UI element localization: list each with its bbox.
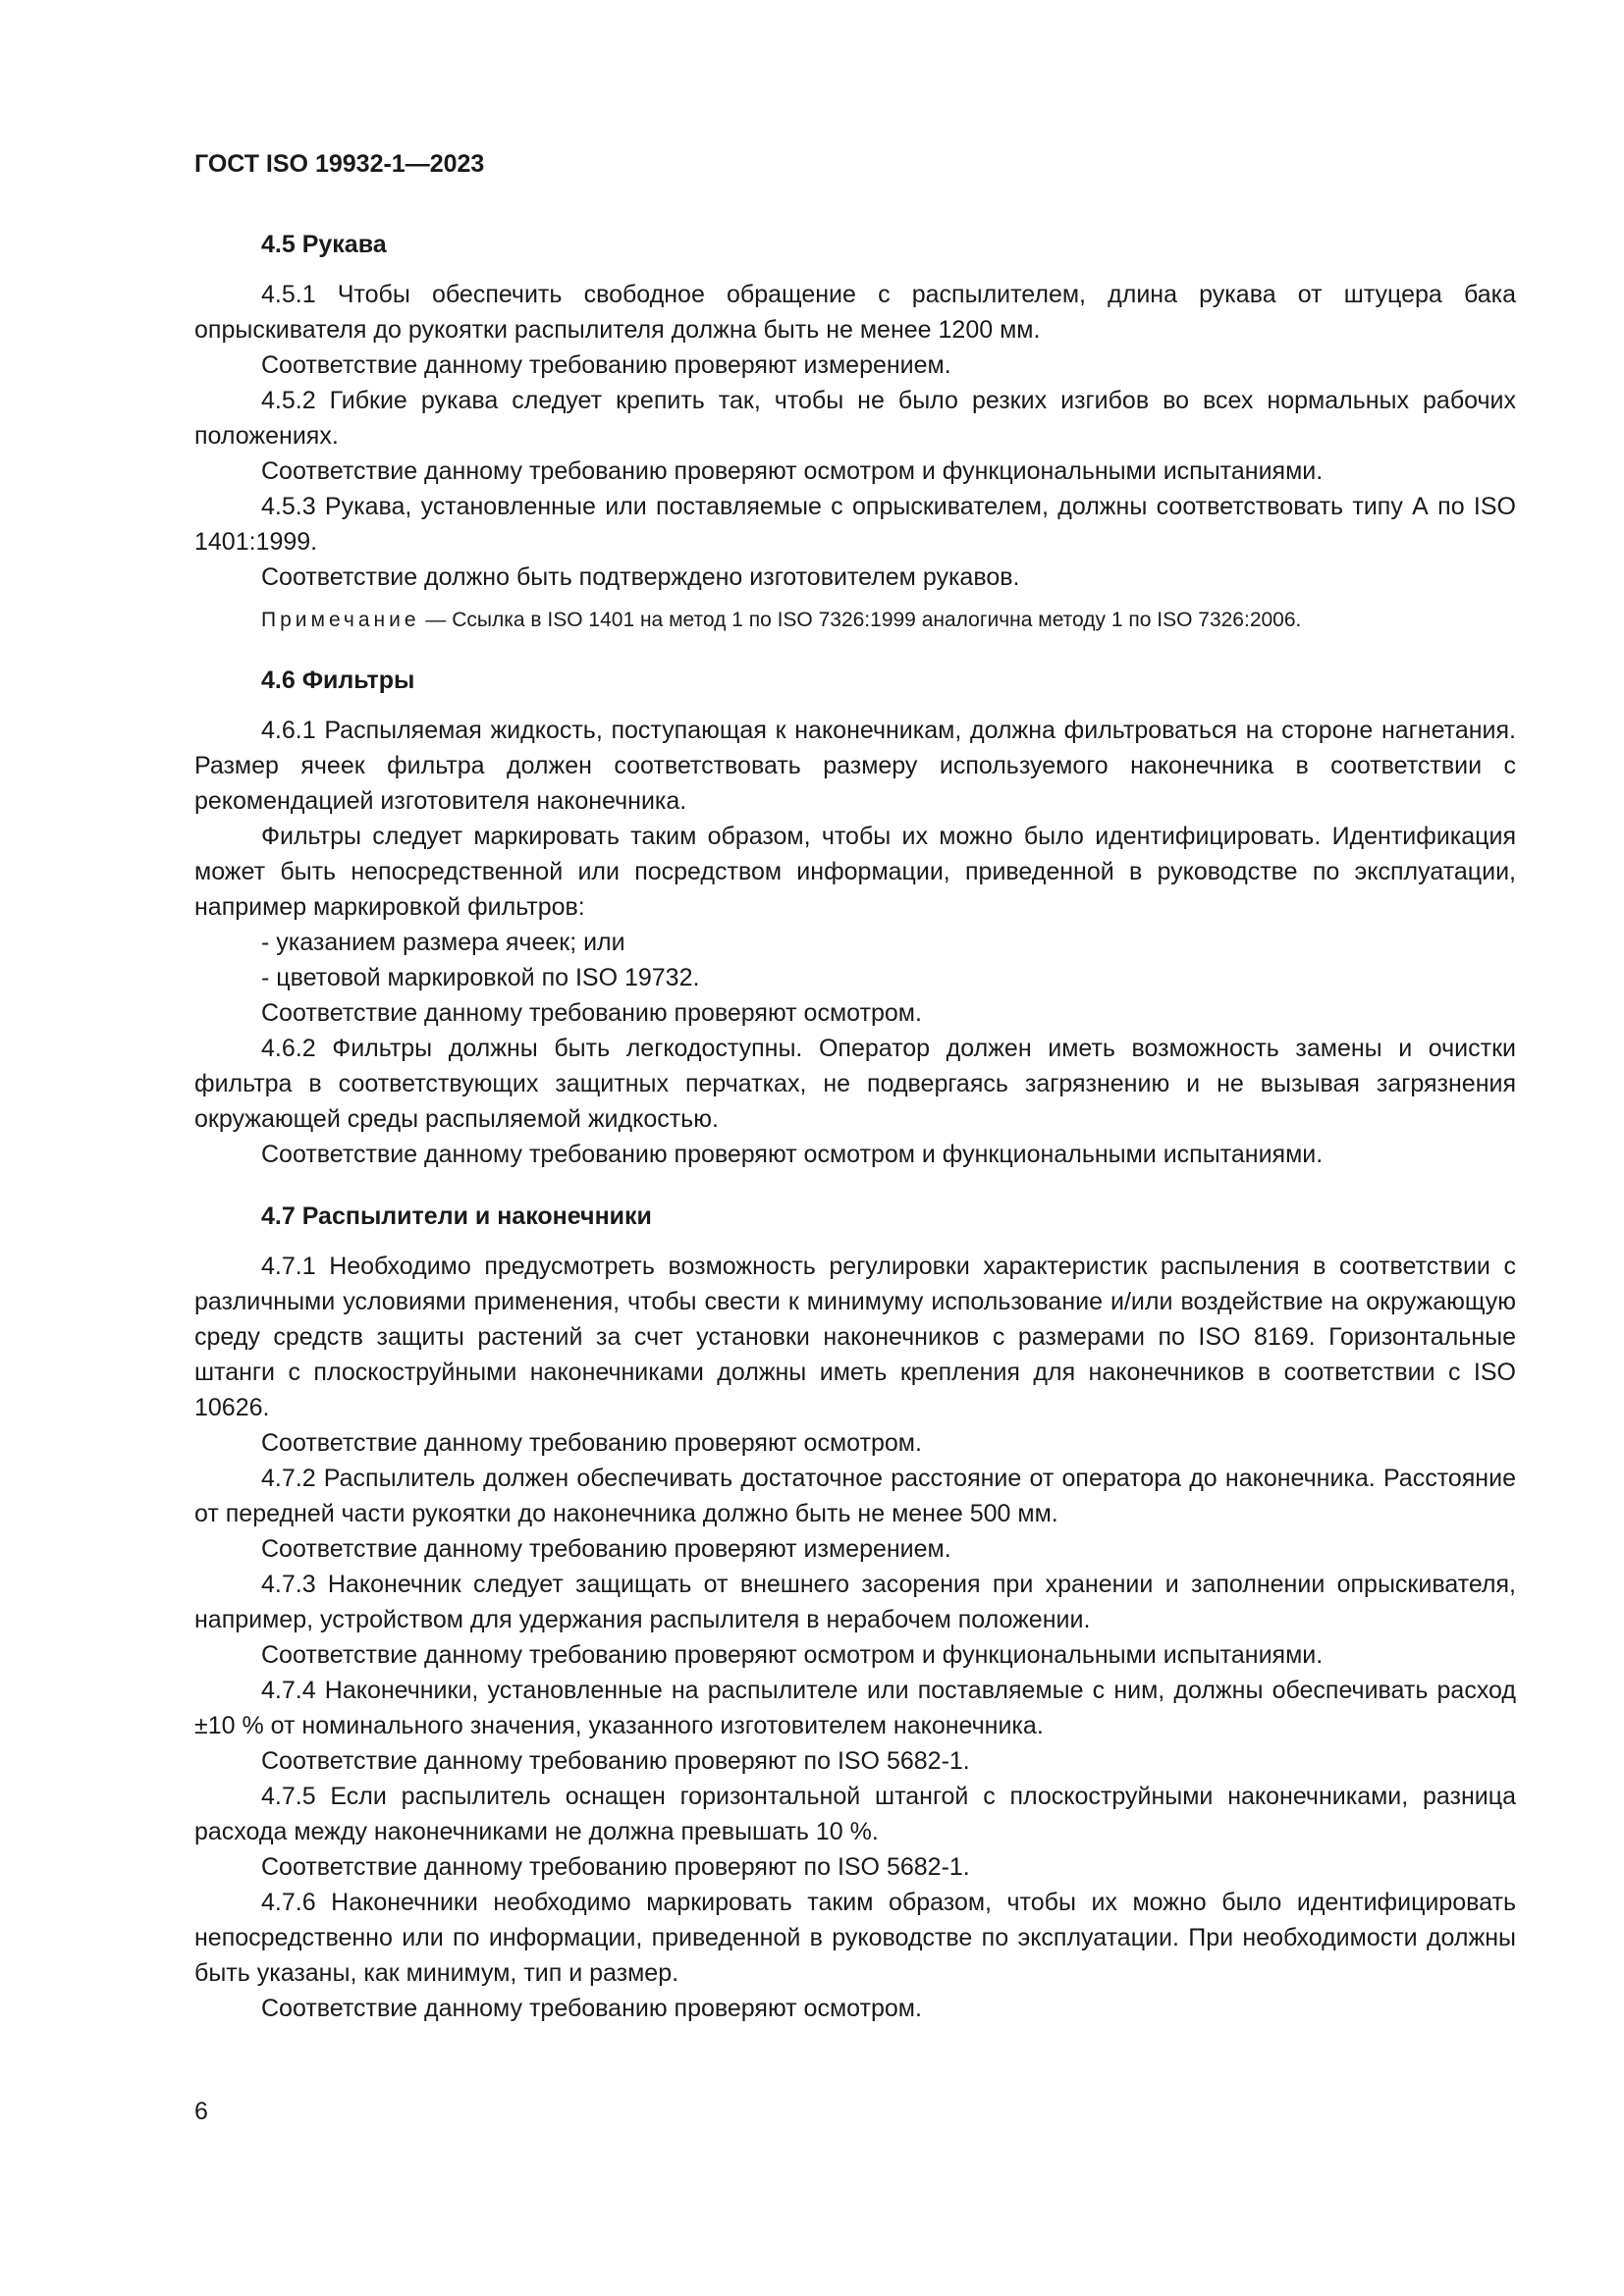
paragraph: 4.7.2 Распылитель должен обеспечивать достаточное расстояние от оператора до наконечника. Расстояние от передней части рукоятки до наконечника должно быть не менее 500 мм. xyxy=(194,1465,1516,1527)
paragraph: 4.5.3 Рукава, установленные или поставляемые с опрыскивателем, должны соответствовать типу А по ISO 1401:1999. xyxy=(194,493,1516,556)
paragraph: Фильтры следует маркировать таким образом, чтобы их можно было идентифицировать. Идентификация может быть непосредственной или посредством информации, приведенной в руководстве по эксплуатации, например маркировкой фильтров: xyxy=(194,823,1516,921)
paragraph: 4.7.3 Наконечник следует защищать от внешнего засорения при хранении и заполнении опрыскивателя, например, устройством для удержания распылителя в нерабочем положении. xyxy=(194,1571,1516,1633)
paragraph: 4.6.2 Фильтры должны быть легкодоступны. Оператор должен иметь возможность замены и очистки фильтра в соответствующих защитных перчатках, не подвергаясь загрязнению и не вызывая загрязнения окружающей среды распыляемой жидкостью. xyxy=(194,1035,1516,1133)
paragraph: Соответствие данному требованию проверяют осмотром и функциональными испытаниями. xyxy=(261,1141,1324,1168)
paragraph: 4.5.2 Гибкие рукава следует крепить так, чтобы не было резких изгибов во всех нормальных рабочих положениях. xyxy=(194,387,1516,450)
section-4-7 xyxy=(194,1200,1516,2026)
section-title: 4.7 Распылители и наконечники xyxy=(261,1202,652,1230)
section-4-5 xyxy=(194,228,1516,636)
paragraph: 4.7.4 Наконечники, установленные на распылителе или поставляемые с ним, должны обеспечивать расход ±10 % от номинального значения, указанного изготовителем наконечника. xyxy=(194,1677,1516,1739)
document-header: ГОСТ ISO 19932-1—2023 xyxy=(194,150,485,178)
note-label: Примечание xyxy=(261,609,420,631)
paragraph: Соответствие данному требованию проверяют осмотром. xyxy=(261,1995,922,2022)
list-item: - указанием размера ячеек; или xyxy=(261,929,625,956)
note-text: — Ссылка в ISO 1401 на метод 1 по ISO 7326:1999 аналогична методу 1 по ISO 7326:2006. xyxy=(419,609,1302,631)
paragraph: Соответствие данному требованию проверяют осмотром. xyxy=(261,1429,922,1457)
section-title: 4.5 Рукава xyxy=(261,231,387,258)
paragraph: Соответствие данному требованию проверяют осмотром и функциональными испытаниями. xyxy=(261,457,1324,485)
paragraph: 4.5.1 Чтобы обеспечить свободное обращение с распылителем, длина рукава от штуцера бака опрыскивателя до рукоятки распылителя должна быть не менее 1200 мм. xyxy=(194,281,1516,344)
paragraph: 4.7.6 Наконечники необходимо маркировать таким образом, чтобы их можно было идентифицировать непосредственно или по информации, приведенной в руководстве по эксплуатации. При необходимости должны быть указаны, как минимум, тип и размер. xyxy=(194,1889,1516,1987)
document-page xyxy=(194,147,1516,2026)
paragraph: 4.7.5 Если распылитель оснащен горизонтальной штангой с плоскоструйными наконечниками, разница расхода между наконечниками не должна превышать 10 %. xyxy=(194,1783,1516,1845)
paragraph: 4.6.1 Распыляемая жидкость, поступающая к наконечникам, должна фильтроваться на стороне нагнетания. Размер ячеек фильтра должен соответствовать размеру используемого наконечника в соответствии с рекомендацией изготовителя наконечника. xyxy=(194,717,1516,815)
paragraph: Соответствие данному требованию проверяют осмотром и функциональными испытаниями. xyxy=(261,1641,1324,1669)
paragraph: Соответствие данному требованию проверяют измерением. xyxy=(261,1535,951,1563)
section-title: 4.6 Фильтры xyxy=(261,667,415,694)
paragraph: Соответствие данному требованию проверяют по ISO 5682-1. xyxy=(261,1853,970,1881)
paragraph: 4.7.1 Необходимо предусмотреть возможность регулировки характеристик распыления в соответствии с различными условиями применения, чтобы свести к минимуму использование и/или воздействие на окружающую среду средств защиты растений за счет установки наконечников с размерами по ISO 8169. Горизонтальные штанги с плоскоструйными наконечниками должны иметь крепления для наконечников в соответствии с ISO 10626. xyxy=(194,1253,1516,1421)
paragraph: Соответствие данному требованию проверяют осмотром. xyxy=(261,999,922,1027)
list-item: - цветовой маркировкой по ISO 19732. xyxy=(261,964,700,991)
paragraph: Соответствие данному требованию проверяют измерением. xyxy=(261,351,951,379)
paragraph: Соответствие должно быть подтверждено изготовителем рукавов. xyxy=(261,563,1020,591)
page-number: 6 xyxy=(194,2098,208,2125)
note xyxy=(194,605,1516,636)
paragraph: Соответствие данному требованию проверяют по ISO 5682-1. xyxy=(261,1747,970,1775)
section-4-6 xyxy=(194,664,1516,1172)
